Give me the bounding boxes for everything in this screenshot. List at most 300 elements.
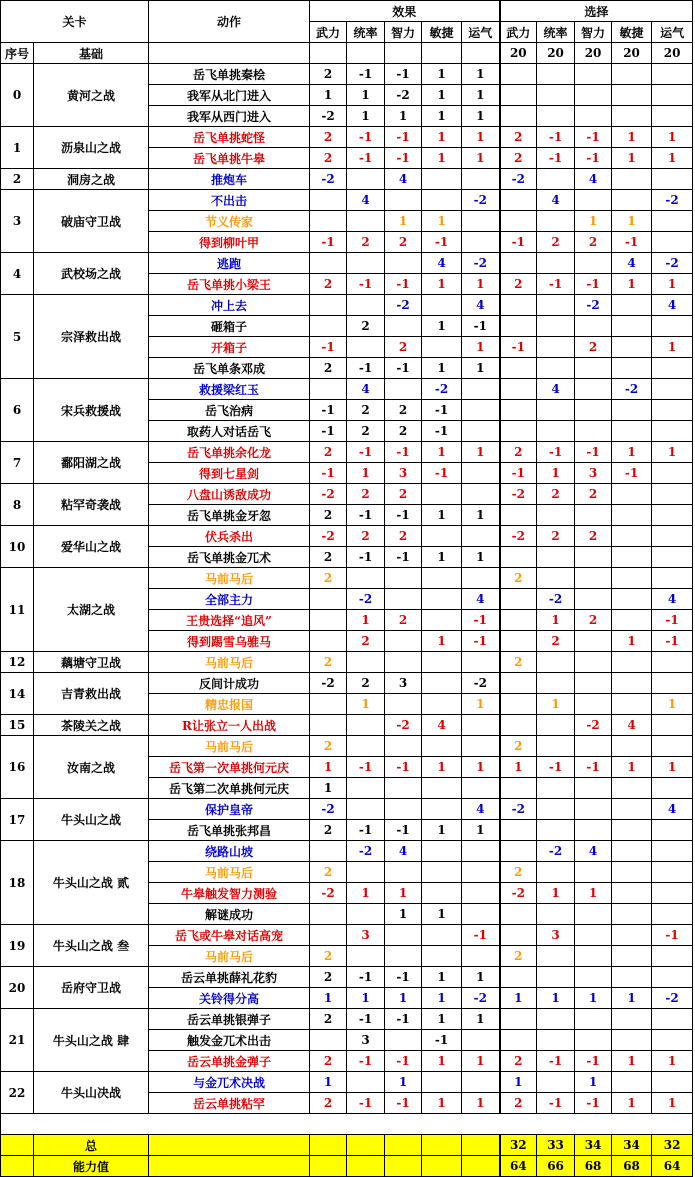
level-name: 宋兵救援战 (34, 379, 149, 442)
choice-cell: 2 (500, 652, 537, 673)
level-name: 宗泽救出战 (34, 295, 149, 379)
choice-cell (575, 1009, 612, 1030)
effect-cell: 1 (422, 757, 462, 778)
effect-cell (385, 379, 422, 400)
table-row (1, 568, 693, 589)
choice-cell: 1 (537, 610, 575, 631)
choice-cell: -2 (575, 715, 612, 736)
choice-cell: 2 (500, 127, 537, 148)
effect-cell: 1 (462, 1093, 500, 1114)
effect-cell: -1 (422, 1030, 462, 1051)
choice-cell (537, 778, 575, 799)
choice-cell: 4 (575, 841, 612, 862)
effect-cell: -1 (347, 274, 385, 295)
effect-cell (462, 946, 500, 967)
choice-cell (652, 841, 693, 862)
choice-cell: 1 (612, 148, 652, 169)
choice-cell (500, 505, 537, 526)
level-name: 汝南之战 (34, 736, 149, 799)
level-number: 14 (1, 673, 34, 715)
effect-cell: -1 (385, 967, 422, 988)
choice-cell (612, 526, 652, 547)
choice-cell (652, 169, 693, 190)
effect-cell (422, 568, 462, 589)
choice-cell: -2 (537, 589, 575, 610)
choice-cell (500, 1030, 537, 1051)
ability-value: 64 (652, 1156, 693, 1177)
effect-cell (385, 316, 422, 337)
choice-cell: 2 (575, 610, 612, 631)
choice-cell: 1 (652, 274, 693, 295)
choice-cell (537, 1072, 575, 1093)
effect-cell: -1 (422, 232, 462, 253)
choice-cell (612, 841, 652, 862)
choice-cell (652, 64, 693, 85)
effect-cell: 1 (422, 505, 462, 526)
header-effect-attr: 敏捷 (422, 22, 462, 43)
effect-cell (422, 295, 462, 316)
choice-cell (612, 547, 652, 568)
choice-cell: 1 (612, 757, 652, 778)
table-row (1, 526, 693, 547)
action-label: 取药人对话岳飞 (149, 421, 310, 442)
choice-cell (537, 736, 575, 757)
effect-cell (422, 925, 462, 946)
effect-cell (385, 946, 422, 967)
choice-cell (537, 358, 575, 379)
choice-cell (537, 505, 575, 526)
choice-cell (575, 568, 612, 589)
effect-cell: -1 (347, 148, 385, 169)
header-choice-attr: 武力 (500, 22, 537, 43)
action-label: 岳飞单挑小梁王 (149, 274, 310, 295)
choice-cell (537, 715, 575, 736)
table-row (1, 925, 693, 946)
table-row (1, 715, 693, 736)
effect-cell (385, 799, 422, 820)
effect-cell (422, 1072, 462, 1093)
choice-cell (537, 1030, 575, 1051)
base-value: 20 (652, 43, 693, 64)
effect-cell: 2 (310, 946, 347, 967)
effect-cell (385, 778, 422, 799)
action-label: 得到踢雪乌骓马 (149, 631, 310, 652)
choice-cell (612, 316, 652, 337)
effect-cell (310, 589, 347, 610)
choice-cell (575, 421, 612, 442)
choice-cell (575, 505, 612, 526)
effect-cell (385, 589, 422, 610)
choice-cell: 4 (537, 190, 575, 211)
choice-cell: -2 (500, 526, 537, 547)
effect-cell: 3 (385, 463, 422, 484)
effect-cell (385, 253, 422, 274)
choice-cell (500, 904, 537, 925)
choice-cell (500, 1009, 537, 1030)
effect-cell (310, 694, 347, 715)
effect-cell: -1 (347, 757, 385, 778)
effect-cell: 2 (347, 400, 385, 421)
choice-cell: 1 (612, 127, 652, 148)
effect-cell (422, 652, 462, 673)
effect-cell (347, 904, 385, 925)
level-name: 爱华山之战 (34, 526, 149, 568)
choice-cell (652, 673, 693, 694)
action-label: 全部主力 (149, 589, 310, 610)
effect-cell: 2 (310, 505, 347, 526)
effect-cell: 1 (347, 85, 385, 106)
effect-cell: -1 (310, 400, 347, 421)
effect-cell: -1 (462, 925, 500, 946)
choice-cell (652, 1009, 693, 1030)
choice-cell (537, 421, 575, 442)
choice-cell (612, 736, 652, 757)
effect-cell: -2 (310, 484, 347, 505)
effect-cell: 1 (422, 631, 462, 652)
choice-cell (500, 715, 537, 736)
effect-cell: 1 (422, 148, 462, 169)
action-label: 开箱子 (149, 337, 310, 358)
effect-cell: 1 (422, 442, 462, 463)
effect-cell (422, 778, 462, 799)
effect-cell (462, 463, 500, 484)
choice-cell: 1 (537, 694, 575, 715)
effect-cell: 2 (347, 484, 385, 505)
effect-cell: 2 (385, 421, 422, 442)
level-name: 茶陵关之战 (34, 715, 149, 736)
effect-cell: 2 (347, 526, 385, 547)
level-name: 破庙守卫战 (34, 190, 149, 253)
level-number: 0 (1, 64, 34, 127)
effect-cell: 2 (310, 820, 347, 841)
level-name: 藕塘守卫战 (34, 652, 149, 673)
effect-cell (422, 883, 462, 904)
effect-cell: 2 (347, 232, 385, 253)
action-label: 岳飞治病 (149, 400, 310, 421)
choice-cell (575, 1030, 612, 1051)
effect-cell: 1 (462, 694, 500, 715)
effect-cell: -2 (462, 988, 500, 1009)
header-effect-attr: 武力 (310, 22, 347, 43)
effect-cell (462, 232, 500, 253)
effect-cell: 1 (422, 547, 462, 568)
effect-cell: 1 (422, 1009, 462, 1030)
choice-cell (652, 232, 693, 253)
effect-cell: 1 (422, 85, 462, 106)
level-number: 17 (1, 799, 34, 841)
totals-value: 32 (652, 1135, 693, 1156)
choice-cell: -1 (612, 463, 652, 484)
choice-cell (652, 862, 693, 883)
action-label: 伏兵杀出 (149, 526, 310, 547)
effect-cell: 1 (310, 757, 347, 778)
choice-cell: 2 (500, 1051, 537, 1072)
effect-cell: -2 (385, 715, 422, 736)
choice-cell (612, 64, 652, 85)
effect-cell (310, 295, 347, 316)
action-label: 不出击 (149, 190, 310, 211)
choice-cell: 1 (612, 1051, 652, 1072)
effect-cell: 2 (385, 400, 422, 421)
action-label: 我军从北门进入 (149, 85, 310, 106)
effect-cell: -1 (347, 820, 385, 841)
effect-cell: -1 (347, 505, 385, 526)
action-label: 节义传家 (149, 211, 310, 232)
effect-cell: 1 (347, 610, 385, 631)
effect-cell: 1 (385, 883, 422, 904)
choice-cell: -1 (537, 127, 575, 148)
effect-cell: 3 (385, 673, 422, 694)
effect-cell: -1 (385, 442, 422, 463)
choice-cell (500, 379, 537, 400)
effect-cell (385, 736, 422, 757)
choice-cell (500, 925, 537, 946)
totals-value: 34 (575, 1135, 612, 1156)
effect-cell (347, 946, 385, 967)
choice-cell (575, 673, 612, 694)
effect-cell: 2 (310, 127, 347, 148)
header-base: 基础 (34, 43, 149, 64)
effect-cell: -1 (385, 1009, 422, 1030)
choice-cell: 2 (537, 526, 575, 547)
choice-cell: -2 (652, 988, 693, 1009)
choice-cell (612, 358, 652, 379)
effect-cell: -1 (310, 232, 347, 253)
effect-cell: -1 (310, 421, 347, 442)
choice-cell: 1 (652, 1051, 693, 1072)
table-row (1, 1009, 693, 1030)
choice-cell (652, 316, 693, 337)
choice-cell: -1 (575, 274, 612, 295)
level-number: 5 (1, 295, 34, 379)
effect-cell: 2 (385, 232, 422, 253)
effect-cell (347, 778, 385, 799)
choice-cell (575, 652, 612, 673)
action-label: 岳飞单挑张邦昌 (149, 820, 310, 841)
effect-cell: 2 (310, 862, 347, 883)
effect-cell (462, 1030, 500, 1051)
effect-cell: 1 (422, 64, 462, 85)
choice-cell: -1 (537, 274, 575, 295)
choice-cell (612, 169, 652, 190)
header-choice-attr: 运气 (652, 22, 693, 43)
choice-cell (612, 1072, 652, 1093)
effect-cell: -2 (347, 589, 385, 610)
effect-cell: -1 (385, 148, 422, 169)
choice-cell (500, 610, 537, 631)
choice-cell (652, 715, 693, 736)
effect-cell (462, 652, 500, 673)
choice-cell (612, 967, 652, 988)
effect-cell: -2 (462, 253, 500, 274)
action-label: 马前马后 (149, 652, 310, 673)
effect-cell (462, 778, 500, 799)
table-row (1, 295, 693, 316)
choice-cell: 2 (575, 526, 612, 547)
effect-cell: 1 (310, 778, 347, 799)
effect-cell: -1 (385, 547, 422, 568)
effect-cell (310, 316, 347, 337)
choice-cell (537, 904, 575, 925)
effect-cell: 1 (462, 64, 500, 85)
effect-cell: -1 (422, 400, 462, 421)
action-label: 马前马后 (149, 946, 310, 967)
effect-cell: -2 (310, 169, 347, 190)
effect-cell: 1 (462, 820, 500, 841)
effect-cell: -1 (385, 64, 422, 85)
effect-cell (462, 484, 500, 505)
choice-cell (652, 106, 693, 127)
action-label: 我军从西门进入 (149, 106, 310, 127)
effect-cell: 1 (462, 1009, 500, 1030)
choice-cell (500, 841, 537, 862)
effect-cell: 4 (462, 589, 500, 610)
choice-cell (500, 400, 537, 421)
choice-cell: -2 (500, 484, 537, 505)
level-name: 洞房之战 (34, 169, 149, 190)
action-label: 岳飞单挑余化龙 (149, 442, 310, 463)
effect-cell: 2 (310, 1051, 347, 1072)
effect-cell: -1 (462, 631, 500, 652)
choice-cell: -1 (652, 925, 693, 946)
effect-cell: 1 (385, 211, 422, 232)
choice-cell: 1 (612, 442, 652, 463)
choice-cell (612, 799, 652, 820)
choice-cell (652, 967, 693, 988)
action-label: 马前马后 (149, 736, 310, 757)
choice-cell: 1 (612, 274, 652, 295)
effect-cell (422, 673, 462, 694)
action-label: 保护皇帝 (149, 799, 310, 820)
effect-cell: 2 (347, 421, 385, 442)
effect-cell: 1 (462, 1051, 500, 1072)
choice-cell: -2 (500, 799, 537, 820)
action-label: 岳飞或牛皋对话高宠 (149, 925, 310, 946)
level-name: 岳府守卫战 (34, 967, 149, 1009)
effect-cell: 2 (310, 148, 347, 169)
choice-cell (612, 1009, 652, 1030)
choice-cell (537, 820, 575, 841)
level-number: 22 (1, 1072, 34, 1114)
action-label: 马前马后 (149, 862, 310, 883)
effect-cell (347, 736, 385, 757)
choice-cell (575, 85, 612, 106)
choice-cell (500, 694, 537, 715)
effect-cell (385, 925, 422, 946)
choice-cell: -1 (537, 1051, 575, 1072)
choice-cell (652, 652, 693, 673)
effect-cell: 2 (310, 547, 347, 568)
effect-cell (310, 904, 347, 925)
choice-cell (500, 967, 537, 988)
action-label: 冲上去 (149, 295, 310, 316)
effect-cell: -2 (310, 526, 347, 547)
effect-cell (347, 211, 385, 232)
effect-cell: 2 (385, 526, 422, 547)
choice-cell: -1 (652, 610, 693, 631)
effect-cell (385, 568, 422, 589)
choice-cell: 1 (537, 463, 575, 484)
effect-cell: 2 (310, 1093, 347, 1114)
table-row (1, 736, 693, 757)
effect-cell: 2 (310, 967, 347, 988)
choice-cell (652, 568, 693, 589)
choice-cell (652, 484, 693, 505)
effect-cell: 1 (462, 127, 500, 148)
effect-cell: 1 (422, 967, 462, 988)
choice-cell: -1 (537, 757, 575, 778)
choice-cell: -1 (575, 442, 612, 463)
effect-cell: 1 (422, 316, 462, 337)
effect-cell: 1 (422, 127, 462, 148)
level-number: 8 (1, 484, 34, 526)
effect-cell (462, 715, 500, 736)
level-number: 2 (1, 169, 34, 190)
choice-cell (652, 211, 693, 232)
choice-cell (612, 652, 652, 673)
choice-cell (575, 820, 612, 841)
choice-cell: 2 (500, 442, 537, 463)
effect-cell: 2 (310, 1009, 347, 1030)
effect-cell: -2 (310, 673, 347, 694)
choice-cell: 2 (500, 274, 537, 295)
choice-cell (500, 358, 537, 379)
choice-cell (537, 862, 575, 883)
choice-cell (537, 337, 575, 358)
effect-cell (422, 694, 462, 715)
base-value: 20 (575, 43, 612, 64)
choice-cell: 2 (500, 946, 537, 967)
level-number: 15 (1, 715, 34, 736)
action-label: 岳云单挑银弹子 (149, 1009, 310, 1030)
choice-cell (652, 505, 693, 526)
effect-cell (422, 337, 462, 358)
effect-cell: -1 (385, 820, 422, 841)
choice-cell: -1 (500, 337, 537, 358)
choice-cell (537, 673, 575, 694)
action-label: 救援梁红玉 (149, 379, 310, 400)
choice-cell: 1 (500, 757, 537, 778)
effect-cell: 1 (462, 358, 500, 379)
effect-cell: 1 (422, 988, 462, 1009)
effect-cell (310, 631, 347, 652)
header-effect-attr: 智力 (385, 22, 422, 43)
effect-cell (422, 841, 462, 862)
action-label: 精忠报国 (149, 694, 310, 715)
effect-cell: 1 (462, 106, 500, 127)
choice-cell (652, 820, 693, 841)
effect-cell: -1 (347, 127, 385, 148)
effect-cell (347, 799, 385, 820)
table-row (1, 673, 693, 694)
action-label: R让张立一人出战 (149, 715, 310, 736)
choice-cell: 2 (575, 484, 612, 505)
effect-cell (310, 841, 347, 862)
effect-cell (422, 169, 462, 190)
effect-cell (462, 883, 500, 904)
effect-cell: 4 (422, 253, 462, 274)
totals-value: 33 (537, 1135, 575, 1156)
choice-cell (537, 400, 575, 421)
level-name: 牛头山之战 肆 (34, 1009, 149, 1072)
effect-cell (462, 400, 500, 421)
choice-cell (575, 400, 612, 421)
effect-cell: -1 (385, 1093, 422, 1114)
effect-cell: 1 (347, 883, 385, 904)
choice-cell (575, 358, 612, 379)
effect-cell (385, 652, 422, 673)
effect-cell (310, 211, 347, 232)
